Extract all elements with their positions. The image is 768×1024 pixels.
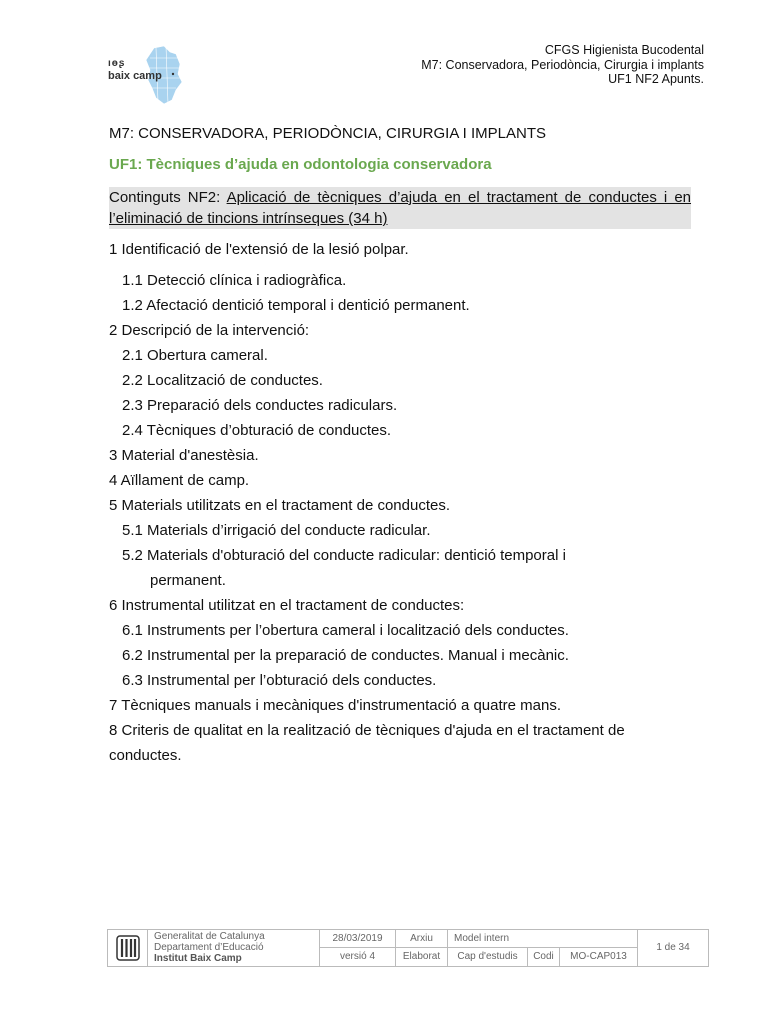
outline-item: 6 Instrumental utilitzat en el tractament de conductes: (109, 597, 465, 614)
logo-wordmark (108, 58, 162, 82)
outline-item: 5 Materials utilitzats en el tractament de conductes. (109, 497, 451, 514)
outline-item: 8 Criteris de qualitat en la realització de tècniques d'ajuda en el tractament de (109, 722, 625, 739)
outline-item: 4 Aïllament de camp. (109, 472, 250, 489)
footer-model: Model intern (448, 930, 638, 948)
outline-item: 2.2 Localització de conductes. (122, 372, 323, 389)
footer-org-line-2: Departament d’Educació (154, 942, 264, 953)
outline-item: 1 Identificació de l'extensió de la lesió polpar. (109, 241, 409, 258)
outline-item: 3 Material d'anestèsia. (109, 447, 259, 464)
footer-org-line-1: Generalitat de Catalunya (154, 931, 265, 942)
footer-arxiu: Arxiu (396, 930, 448, 948)
contents-heading (109, 187, 691, 229)
footer-organization (148, 930, 320, 966)
logo-name: baix camp (108, 70, 162, 82)
outline-item: 1.1 Detecció clínica i radiogràfica. (122, 272, 347, 289)
outline-item: 2.1 Obertura cameral. (122, 347, 268, 364)
page-header (421, 43, 704, 87)
logo-dots: ıɵʂ (108, 58, 126, 69)
footer-elaborat: Elaborat (396, 948, 448, 966)
outline-item: 2.3 Preparació dels conductes radiculars. (122, 397, 398, 414)
outline-item: 6.3 Instrumental per l’obturació dels conductes. (122, 672, 437, 689)
page-footer (107, 929, 709, 967)
outline-item: 6.2 Instrumental per la preparació de conductes. Manual i mecànic. (122, 647, 569, 664)
outline-item: 5.2 Materials d'obturació del conducte radicular: dentició temporal i (122, 547, 566, 564)
footer-code: MO-CAP013 (560, 948, 638, 966)
footer-cap: Cap d'estudis (448, 948, 528, 966)
header-line-3: UF1 NF2 Apunts. (608, 72, 704, 86)
outline-item: permanent. (150, 572, 226, 589)
page-number: 1 de 34 (656, 942, 690, 953)
generalitat-emblem-icon (108, 930, 148, 966)
outline-item: 6.1 Instruments per l’obertura cameral i localització dels conductes. (122, 622, 569, 639)
generalitat-emblem (108, 930, 148, 966)
contents-outline (109, 237, 699, 768)
outline-item: 7 Tècniques manuals i mecàniques d'instrumentació a quatre mans. (109, 697, 561, 714)
footer-codi-label: Codi (528, 948, 560, 966)
footer-version: versió 4 (320, 948, 396, 966)
footer-date: 28/03/2019 (320, 930, 396, 948)
unit-title: UF1: Tècniques d’ajuda en odontologia conservadora (109, 156, 492, 173)
footer-org-line-3: Institut Baix Camp (154, 953, 242, 964)
header-line-2: M7: Conservadora, Periodòncia, Cirurgia i implants (421, 57, 704, 72)
outline-item: 5.1 Materials d’irrigació del conducte radicular. (122, 522, 431, 539)
header-line-1: CFGS Higienista Bucodental (544, 43, 704, 57)
module-title: M7: CONSERVADORA, PERIODÒNCIA, CIRURGIA I IMPLANTS (109, 125, 547, 142)
outline-item: 2.4 Tècniques d’obturació de conductes. (122, 422, 392, 439)
outline-item: conductes. (109, 747, 182, 764)
outline-item: 1.2 Afectació dentició temporal i dentició permanent. (122, 297, 470, 314)
contents-text: Aplicació de tècniques d’ajuda en el tractament de conductes i en l’eliminació de tincions intrínseques (34 h) (109, 189, 692, 227)
contents-label: Continguts NF2: (109, 189, 221, 206)
outline-item: 2 Descripció de la intervenció: (109, 322, 310, 339)
